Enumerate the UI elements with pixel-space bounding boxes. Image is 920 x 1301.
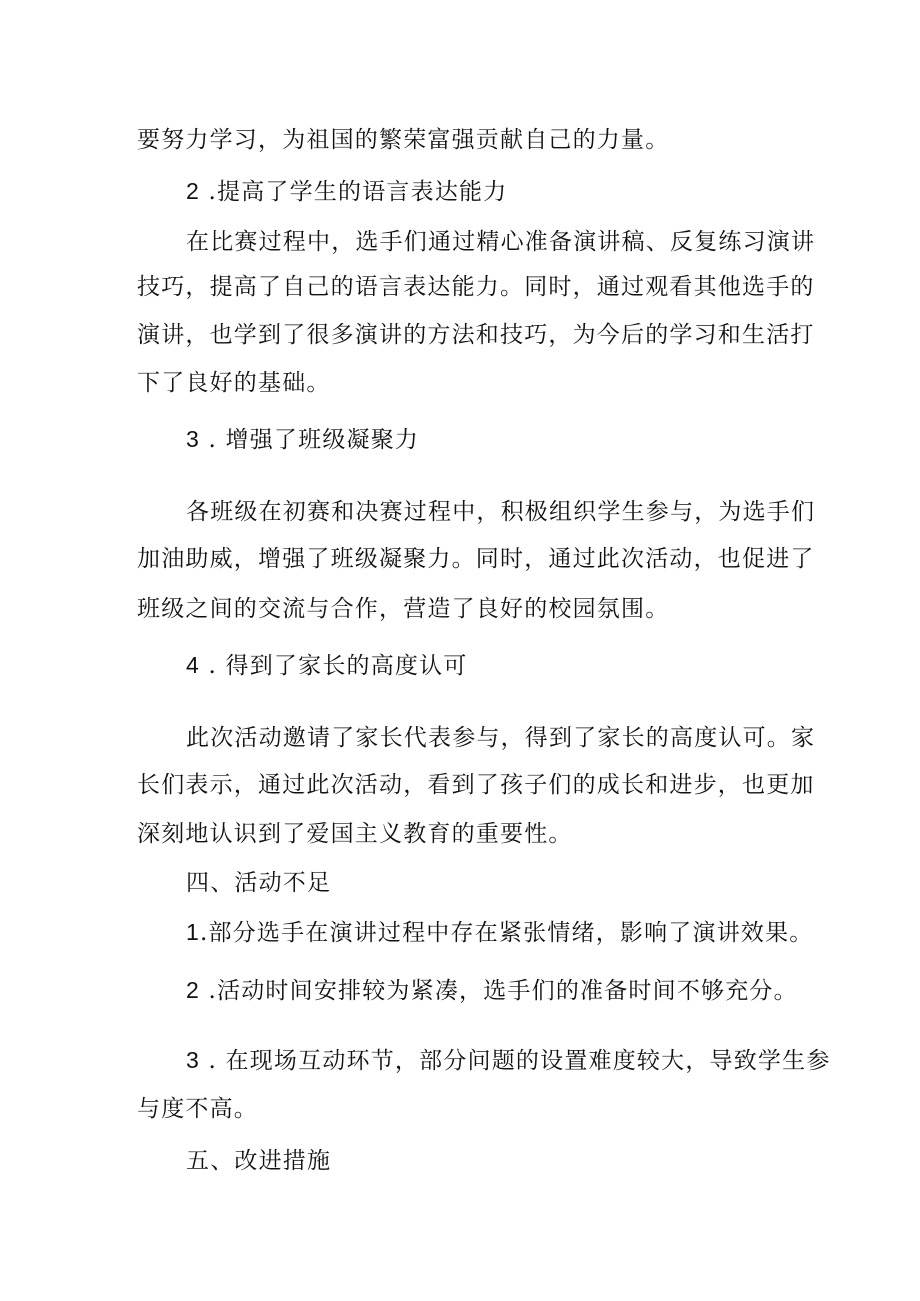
paragraph-4-line-2: 长们表示，通过此次活动，看到了孩子们的成长和进步，也更加: [137, 772, 815, 798]
heading-point-3: [186, 424, 419, 455]
shortcoming-item-2: [186, 975, 798, 1006]
shortcoming-item-3: [186, 1045, 831, 1076]
heading-number: 4: [186, 652, 200, 678]
paragraph-2-line-2: 技巧，提高了自己的语言表达能力。同时，通过观看其他选手的: [137, 274, 815, 300]
section-5-title: 五、改进措施: [186, 1148, 332, 1174]
paragraph-3-line-1: 各班级在初赛和决赛过程中，积极组织学生参与，为选手们: [186, 499, 816, 525]
shortcoming-item-1: [186, 917, 814, 948]
heading-point-4: [186, 650, 468, 681]
item-text: .活动时间安排较为紧凑，选手们的准备时间不够充分。: [200, 978, 798, 1004]
item-number: 3: [186, 1047, 200, 1073]
paragraph-4-line-3: 深刻地认识到了爱国主义教育的重要性。: [137, 821, 573, 847]
heading-number: 2: [186, 178, 200, 204]
paragraph-2-line-1: 在比赛过程中，选手们通过精心准备演讲稿、反复练习演讲: [186, 229, 816, 255]
paragraph-3-line-3: 班级之间的交流与合作，营造了良好的校园氛围。: [137, 596, 670, 622]
heading-point-2: [186, 176, 507, 207]
section-4-title: 四、活动不足: [186, 870, 332, 896]
item-number: 1: [186, 919, 200, 945]
heading-text: . 得到了家长的高度认可: [200, 653, 468, 679]
heading-text: . 增强了班级凝聚力: [200, 427, 420, 453]
paragraph-3-line-2: 加油助威，增强了班级凝聚力。同时，通过此次活动，也促进了: [137, 546, 815, 572]
heading-number: 3: [186, 426, 200, 452]
heading-text: .提高了学生的语言表达能力: [200, 179, 508, 205]
shortcoming-item-3-continuation: 与度不高。: [137, 1096, 258, 1122]
paragraph-intro-tail: 要努力学习，为祖国的繁荣富强贡献自己的力量。: [137, 127, 670, 153]
paragraph-2-line-4: 下了良好的基础。: [137, 370, 331, 396]
paragraph-4-line-1: 此次活动邀请了家长代表参与，得到了家长的高度认可。家: [186, 725, 816, 751]
item-text: . 在现场互动环节，部分问题的设置难度较大，导致学生参: [200, 1048, 831, 1074]
item-number: 2: [186, 977, 200, 1003]
item-text: .部分选手在演讲过程中存在紧张情绪，影响了演讲效果。: [200, 920, 814, 946]
paragraph-2-line-3: 演讲，也学到了很多演讲的方法和技巧，为今后的学习和生活打: [137, 322, 815, 348]
